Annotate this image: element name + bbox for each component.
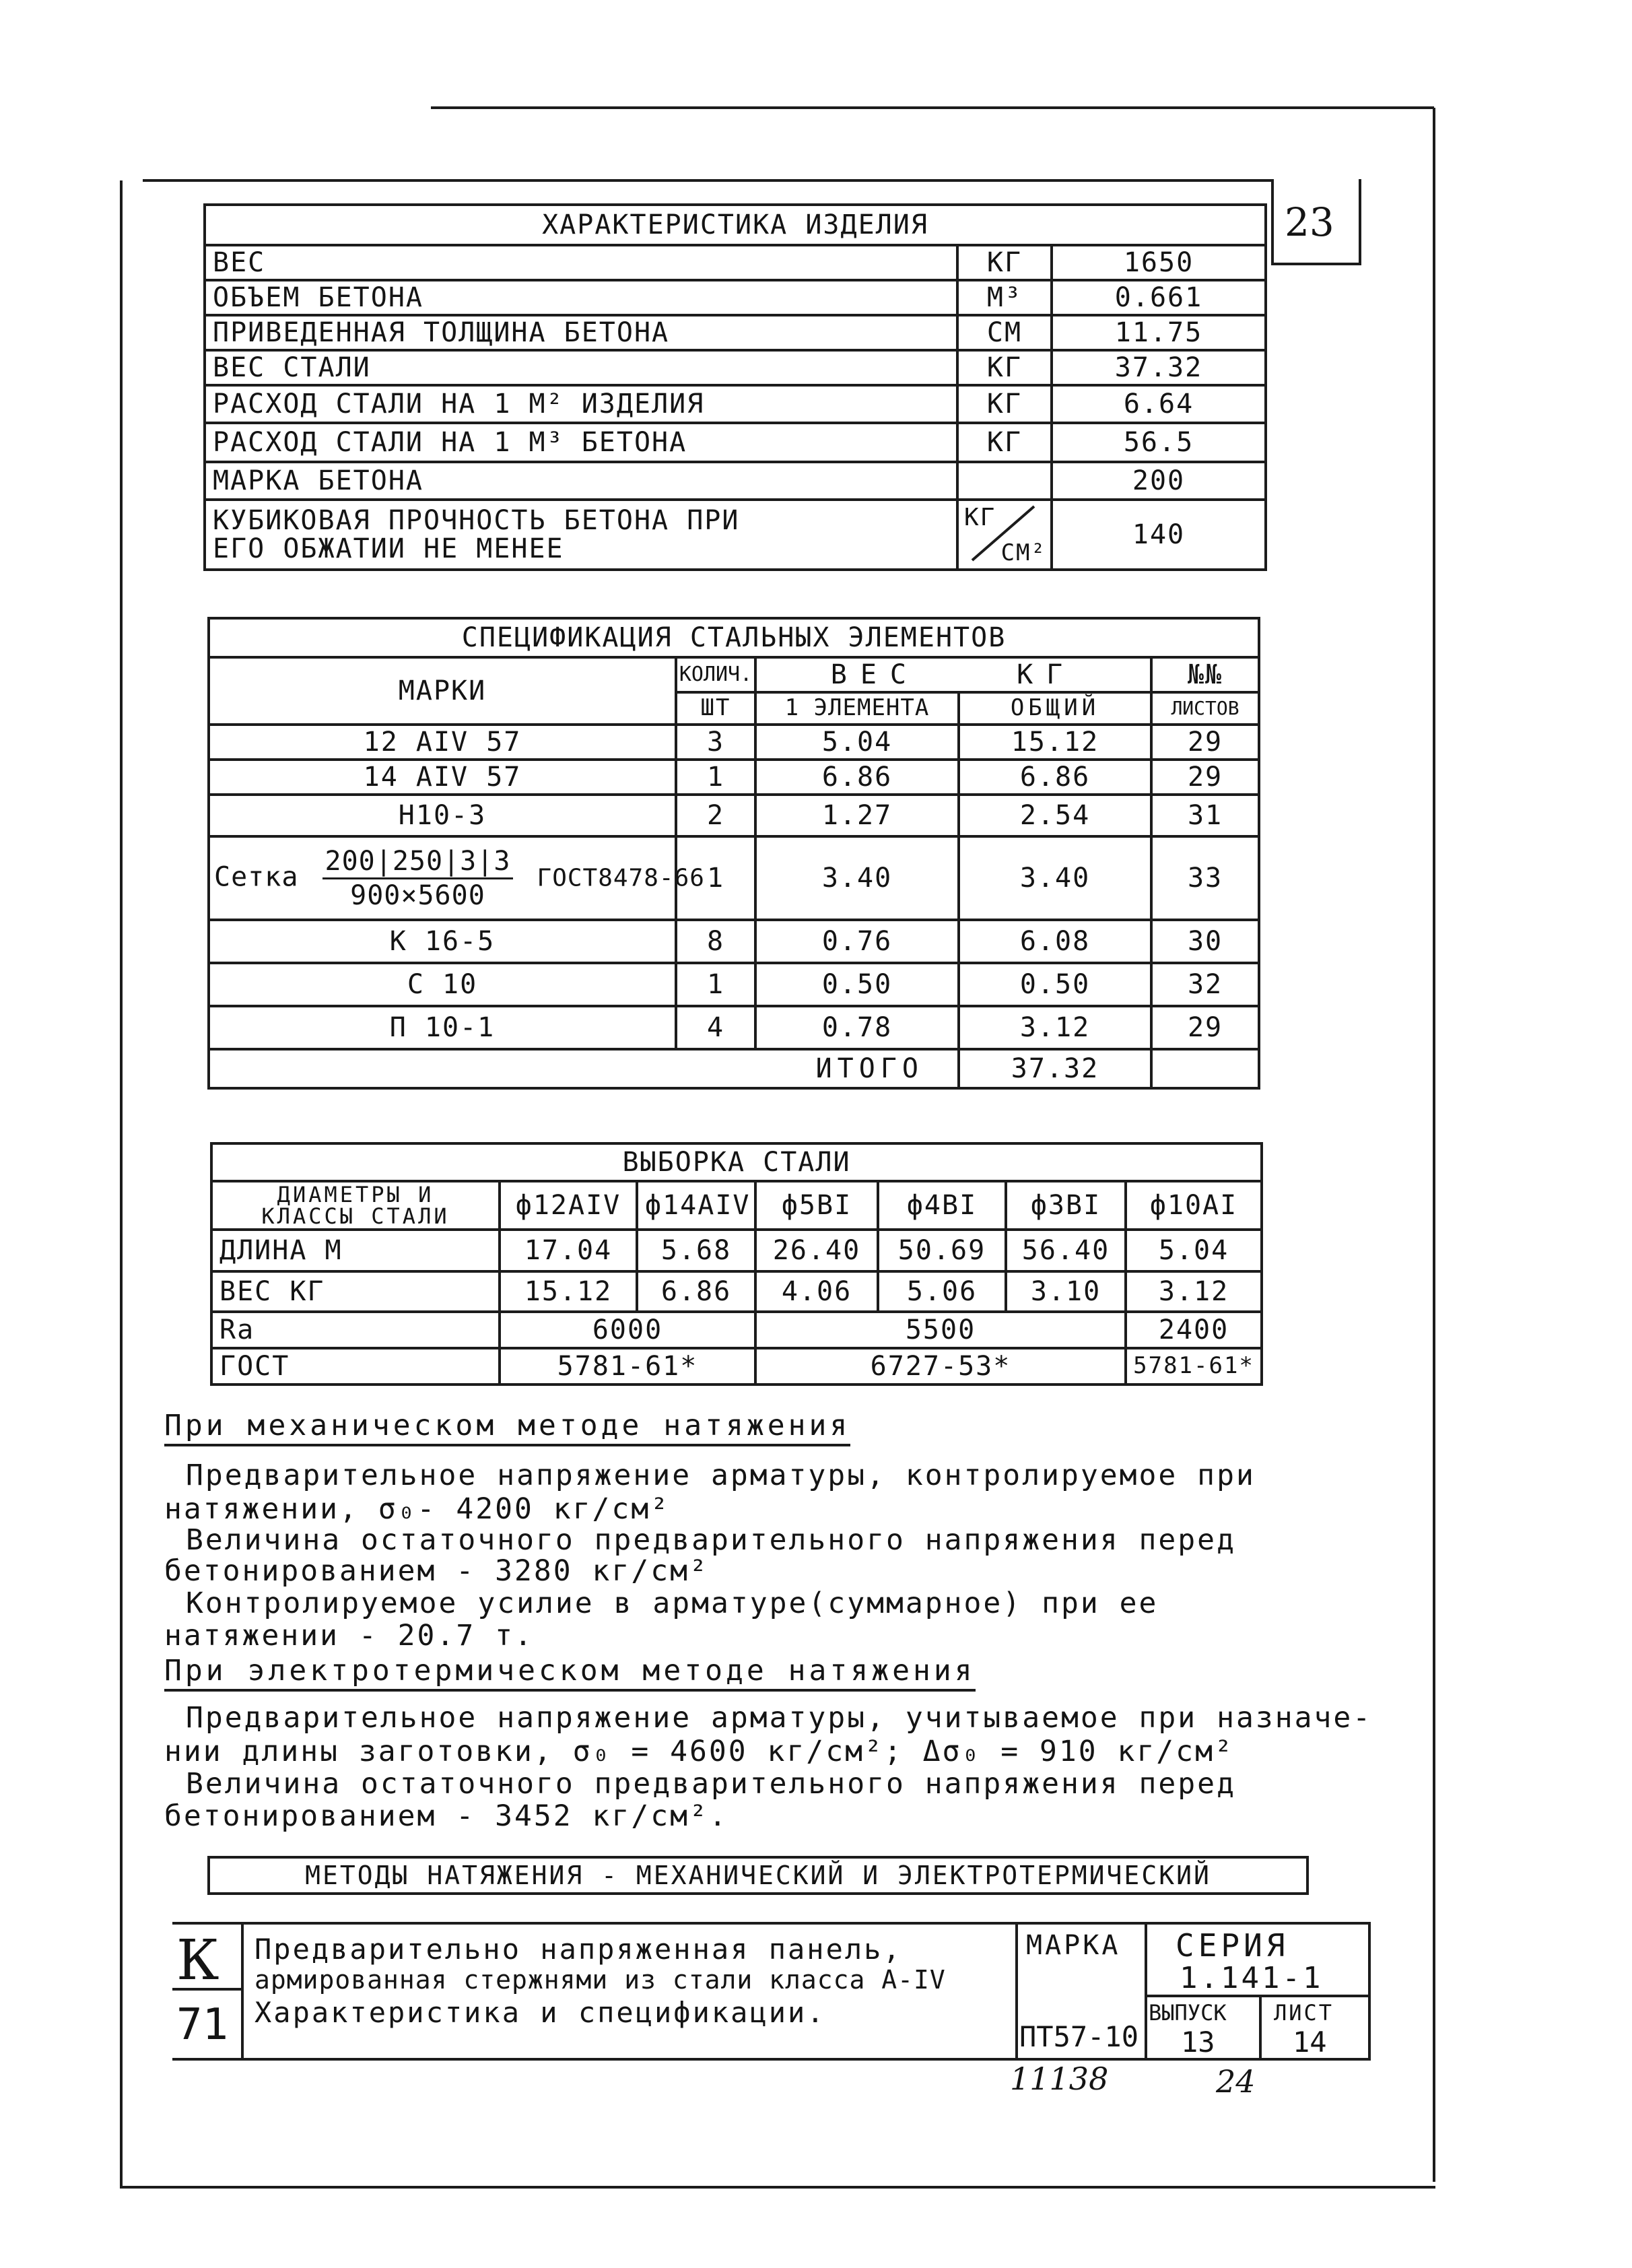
electrothermal-line: нии длины заготовки, σ₀ = 4600 кг/см²; Δσ₀ = 910 кг/см² (164, 1735, 1234, 1768)
steel-length: 26.40 (755, 1230, 878, 1271)
char-name: ПРИВЕДЕННАЯ ТОЛЩИНА БЕТОНА (205, 315, 957, 350)
steel-header-label-2: КЛАССЫ СТАЛИ (261, 1203, 450, 1229)
spec-qty: 1 (676, 760, 755, 795)
char-strength-line2: ЕГО ОБЖАТИИ НЕ МЕНЕЕ (213, 533, 564, 564)
spec-total-label: ИТОГО (815, 1053, 924, 1084)
mechanical-line: натяжении - 20.7 т. (164, 1619, 534, 1653)
steel-weight: 15.12 (500, 1271, 637, 1312)
char-value: 1650 (1052, 245, 1266, 280)
spec-total: 6.08 (959, 920, 1151, 963)
steel-header-label-cell (211, 1181, 500, 1230)
title-sheet-label: ЛИСТ (1274, 2000, 1334, 2026)
char-value: 6.64 (1052, 385, 1266, 423)
mechanical-line: Контролируемое усилие в арматуре(суммарное) при ее (186, 1587, 1159, 1620)
handwritten-number: 11138 (1010, 2061, 1109, 2097)
char-name: РАСХОД СТАЛИ НА 1 М³ БЕТОНА (205, 423, 957, 462)
spec-per: 0.78 (755, 1006, 959, 1049)
electrothermal-line: бетонированием - 3452 кг/см². (164, 1799, 728, 1833)
mechanical-heading: При механическом методе натяжения (164, 1409, 850, 1446)
char-unit: КГ (957, 245, 1052, 280)
title-desc-3: Характеристика и спецификации. (254, 1996, 826, 2029)
steel-col-header: ф3ВI (1006, 1181, 1126, 1230)
characteristics-table (203, 203, 1267, 571)
char-name: ВЕС (205, 245, 957, 280)
spec-sheet: 29 (1151, 1006, 1259, 1049)
char-strength-cell (205, 500, 957, 570)
steel-ra: 5500 (755, 1312, 1126, 1348)
steel-col-header: ф4ВI (878, 1181, 1006, 1230)
spec-qty: 8 (676, 920, 755, 963)
char-name: РАСХОД СТАЛИ НА 1 М² ИЗДЕЛИЯ (205, 385, 957, 423)
electrothermal-heading: При электротермическом методе натяжения (164, 1654, 976, 1692)
steel-gost: 5781-61* (1126, 1348, 1262, 1385)
electrothermal-line: Предварительное напряжение арматуры, учитываемое при назначе- (186, 1701, 1373, 1735)
char-unit: КГ (957, 350, 1052, 385)
spec-header-per-element: 1 ЭЛЕМЕНТА (755, 692, 959, 725)
methods-box (207, 1856, 1309, 1895)
steel-col-header: ф12AIV (500, 1181, 637, 1230)
spec-per: 5.04 (755, 725, 959, 760)
title-issue-label: ВЫПУСК (1149, 2000, 1227, 2026)
title-block-divider-4 (1368, 1922, 1371, 2059)
steel-col-header: ф14AIV (637, 1181, 755, 1230)
spec-total-empty (1151, 1049, 1259, 1088)
steel-ra: 6000 (500, 1312, 755, 1348)
frame-bottom-line (120, 2186, 1435, 2189)
steel-gost: 5781-61* (500, 1348, 755, 1385)
char-strength-unit-top: КГ (964, 504, 996, 531)
mechanical-line: натяжении, σ₀- 4200 кг/см² (164, 1492, 671, 1526)
spec-sheet: 29 (1151, 725, 1259, 760)
spec-mesh-word: Сетка (214, 861, 299, 892)
char-strength-value: 140 (1052, 500, 1266, 570)
spec-total: 15.12 (959, 725, 1151, 760)
steel-weight: 6.86 (637, 1271, 755, 1312)
spec-per: 0.50 (755, 963, 959, 1006)
spec-mark: 12 AIV 57 (209, 725, 676, 760)
mechanical-line: Величина остаточного предварительного напряжения перед (186, 1523, 1236, 1557)
spec-total-label-cell (209, 1049, 959, 1088)
spec-mesh-cell (209, 836, 705, 920)
steel-length: 50.69 (878, 1230, 1006, 1271)
title-marka-label: МАРКА (1026, 1930, 1121, 1961)
title-block-divider-5 (1259, 1995, 1262, 2059)
char-unit: М³ (957, 280, 1052, 315)
spec-total: 3.40 (959, 836, 1151, 920)
steel-gost-label: ГОСТ (211, 1348, 500, 1385)
spec-sheet: 31 (1151, 795, 1259, 836)
spec-header-weight: ВЕС (830, 659, 920, 690)
specification-table (207, 617, 1260, 1090)
spec-mark: Н10-3 (209, 795, 676, 836)
spec-mark: 14 AIV 57 (209, 760, 676, 795)
char-value: 56.5 (1052, 423, 1266, 462)
title-desc-2: армированная стержнями из стали класса А-IV (254, 1965, 946, 1995)
spec-qty: 2 (676, 795, 755, 836)
char-strength-line1: КУБИКОВАЯ ПРОЧНОСТЬ БЕТОНА ПРИ (213, 505, 740, 536)
spec-mesh-numerator: 200|250|3|3 (322, 848, 514, 879)
title-block-top-line (172, 1922, 1371, 1925)
steel-length: 17.04 (500, 1230, 637, 1271)
steel-length: 56.40 (1006, 1230, 1126, 1271)
spec-header-marks: МАРКИ (209, 657, 676, 725)
steel-weight: 3.12 (1126, 1271, 1262, 1312)
title-series-label: СЕРИЯ (1176, 1927, 1289, 1964)
steel-weight: 5.06 (878, 1271, 1006, 1312)
spec-sheet: 32 (1151, 963, 1259, 1006)
spec-per: 3.40 (755, 836, 959, 920)
spec-qty: 1 (676, 963, 755, 1006)
frame-right-line (1433, 108, 1435, 2182)
handwritten-page: 24 (1216, 2063, 1256, 2100)
steel-header-label-1: ДИАМЕТРЫ И (277, 1182, 434, 1207)
spec-total: 3.12 (959, 1006, 1151, 1049)
mechanical-line: Предварительное напряжение арматуры, контролируемое при (186, 1459, 1256, 1492)
steel-weight: 3.10 (1006, 1271, 1126, 1312)
spec-mesh-denominator: 900×5600 (350, 879, 485, 911)
steel-length-label: ДЛИНА М (211, 1230, 500, 1271)
methods-box-text: МЕТОДЫ НАТЯЖЕНИЯ - МЕХАНИЧЕСКИЙ И ЭЛЕКТРОТЕРМИЧЕСКИЙ (305, 1861, 1211, 1890)
spec-header-qty: КОЛИЧ. (676, 657, 755, 692)
steel-ra-label: Rа (211, 1312, 500, 1348)
char-name: МАРКА БЕТОНА (205, 462, 957, 500)
spec-mark: С 10 (209, 963, 676, 1006)
char-unit: СМ (957, 315, 1052, 350)
specification-title: СПЕЦИФИКАЦИЯ СТАЛЬНЫХ ЭЛЕМЕНТОВ (209, 618, 1259, 657)
spec-header-total: ОБЩИЙ (959, 692, 1151, 725)
spec-total-value: 37.32 (959, 1049, 1151, 1088)
title-sheet-value: 14 (1293, 2026, 1327, 2059)
steel-weight-label: ВЕС КГ (211, 1271, 500, 1312)
title-block-divider-3 (1145, 1922, 1147, 2059)
spec-header-sheets: №№ (1151, 657, 1259, 692)
characteristics-title: ХАРАКТЕРИСТИКА ИЗДЕЛИЯ (205, 205, 1266, 245)
char-name: ВЕС СТАЛИ (205, 350, 957, 385)
spec-qty: 4 (676, 1006, 755, 1049)
spec-qty: 1 (676, 836, 755, 920)
char-value: 0.661 (1052, 280, 1266, 315)
title-block-left-bottom: 71 (176, 2000, 229, 2050)
steel-gost: 6727-53* (755, 1348, 1126, 1385)
frame-left-line (120, 180, 123, 2187)
steel-length: 5.68 (637, 1230, 755, 1271)
spec-header-weight-unit: КГ (1017, 659, 1077, 690)
char-strength-unit-bottom: СМ² (1000, 539, 1046, 567)
steel-col-header: ф10AI (1126, 1181, 1262, 1230)
spec-header-weight-cell (755, 657, 1151, 692)
spec-sheet: 29 (1151, 760, 1259, 795)
frame-top-line (431, 106, 1434, 109)
spec-total: 6.86 (959, 760, 1151, 795)
frame-upper-line (143, 179, 1274, 182)
title-block-divider-1 (241, 1922, 244, 2059)
spec-mark: К 16-5 (209, 920, 676, 963)
char-value: 11.75 (1052, 315, 1266, 350)
char-name: ОБЪЕМ БЕТОНА (205, 280, 957, 315)
title-marka-value: ПТ57-10 (1019, 2020, 1139, 2053)
char-value: 200 (1052, 462, 1266, 500)
spec-mesh-fraction (322, 845, 514, 911)
steel-weight: 4.06 (755, 1271, 878, 1312)
steel-ra: 2400 (1126, 1312, 1262, 1348)
char-unit (957, 462, 1052, 500)
title-desc-1: Предварительно напряженная панель, (254, 1933, 902, 1966)
electrothermal-line: Величина остаточного предварительного напряжения перед (186, 1767, 1236, 1801)
spec-per: 0.76 (755, 920, 959, 963)
title-block-divider-2 (1015, 1922, 1018, 2059)
steel-selection-title: ВЫБОРКА СТАЛИ (211, 1143, 1262, 1181)
char-strength-unit-cell (957, 500, 1052, 570)
title-issue-value: 13 (1181, 2026, 1215, 2059)
char-value: 37.32 (1052, 350, 1266, 385)
spec-mesh-gost: ГОСТ8478-66 (537, 864, 705, 892)
title-series-value: 1.141-1 (1180, 1961, 1324, 1995)
spec-total: 0.50 (959, 963, 1151, 1006)
spec-per: 6.86 (755, 760, 959, 795)
char-unit: КГ (957, 385, 1052, 423)
spec-sheet: 33 (1151, 836, 1259, 920)
spec-qty: 3 (676, 725, 755, 760)
spec-header-sheets-label: ЛИСТОВ (1151, 692, 1259, 725)
spec-sheet: 30 (1151, 920, 1259, 963)
spec-per: 1.27 (755, 795, 959, 836)
spec-total: 2.54 (959, 795, 1151, 836)
steel-length: 5.04 (1126, 1230, 1262, 1271)
mechanical-line: бетонированием - 3280 кг/см² (164, 1554, 709, 1588)
steel-selection-table (210, 1142, 1263, 1386)
spec-header-qty-unit: ШТ (676, 692, 755, 725)
spec-mark: П 10-1 (209, 1006, 676, 1049)
title-block-left-top: К (176, 1929, 219, 1993)
steel-col-header: ф5ВI (755, 1181, 878, 1230)
char-unit: КГ (957, 423, 1052, 462)
page-number: 23 (1285, 199, 1334, 245)
